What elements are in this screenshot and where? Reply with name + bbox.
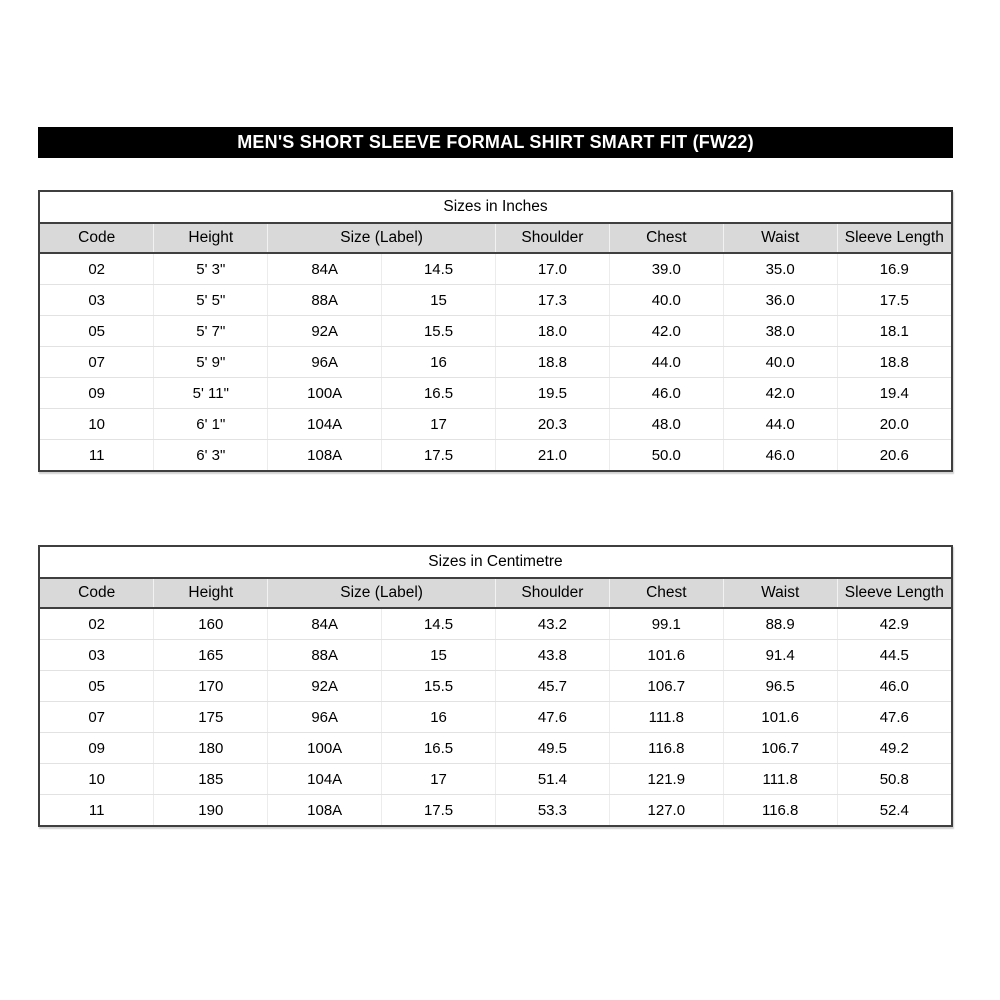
table-cell: 111.8	[723, 764, 837, 795]
table-cell: 46.0	[723, 440, 837, 471]
table-cell: 14.5	[382, 253, 496, 285]
title-banner	[38, 127, 953, 158]
table-cell: 5' 3"	[154, 253, 268, 285]
table-cell: 5' 9"	[154, 347, 268, 378]
table-cell: 02	[40, 253, 154, 285]
table-cell: 165	[154, 640, 268, 671]
table-cell: 44.5	[837, 640, 951, 671]
table-cell: 91.4	[723, 640, 837, 671]
table-cell: 44.0	[723, 409, 837, 440]
column-header-shoulder: Shoulder	[496, 224, 610, 253]
table-cell: 18.8	[496, 347, 610, 378]
table-cell: 50.8	[837, 764, 951, 795]
table-cell: 48.0	[609, 409, 723, 440]
table-cell: 106.7	[723, 733, 837, 764]
table-cell: 100A	[268, 733, 382, 764]
table-cell: 10	[40, 409, 154, 440]
table-cell: 15.5	[382, 671, 496, 702]
table-cell: 16	[382, 702, 496, 733]
column-header-size-label: Size (Label)	[268, 579, 496, 608]
table-row	[40, 440, 951, 471]
table-cell: 10	[40, 764, 154, 795]
column-header-height: Height	[154, 224, 268, 253]
table-row	[40, 378, 951, 409]
table-cell: 47.6	[496, 702, 610, 733]
table-cell: 160	[154, 608, 268, 640]
table-cell: 49.5	[496, 733, 610, 764]
table-cell: 35.0	[723, 253, 837, 285]
column-header-sleeve-length: Sleeve Length	[837, 224, 951, 253]
table-cell: 39.0	[609, 253, 723, 285]
inches-table	[40, 224, 951, 470]
table-cell: 52.4	[837, 795, 951, 826]
table-cell: 09	[40, 378, 154, 409]
column-header-size-label: Size (Label)	[268, 224, 496, 253]
table-cell: 88A	[268, 285, 382, 316]
table-cell: 6' 1"	[154, 409, 268, 440]
column-header-sleeve-length: Sleeve Length	[837, 579, 951, 608]
table-cell: 19.4	[837, 378, 951, 409]
table-cell: 14.5	[382, 608, 496, 640]
table-cell: 40.0	[723, 347, 837, 378]
column-header-code: Code	[40, 579, 154, 608]
table-row	[40, 316, 951, 347]
column-header-height: Height	[154, 579, 268, 608]
table-cell: 46.0	[837, 671, 951, 702]
table-cell: 11	[40, 440, 154, 471]
table-cell: 116.8	[723, 795, 837, 826]
table-cell: 05	[40, 316, 154, 347]
table-cell: 121.9	[609, 764, 723, 795]
table-cell: 17	[382, 764, 496, 795]
column-header-waist: Waist	[723, 224, 837, 253]
table-row	[40, 702, 951, 733]
table-row	[40, 253, 951, 285]
table-cell: 106.7	[609, 671, 723, 702]
table-cell: 18.0	[496, 316, 610, 347]
table-cell: 5' 5"	[154, 285, 268, 316]
table-cell: 96A	[268, 702, 382, 733]
table-cell: 11	[40, 795, 154, 826]
table-cell: 88.9	[723, 608, 837, 640]
table-cell: 18.1	[837, 316, 951, 347]
table-cell: 101.6	[609, 640, 723, 671]
size-table-inches	[38, 190, 953, 472]
table-cell: 42.0	[609, 316, 723, 347]
table-title-centimetre: Sizes in Centimetre	[40, 547, 951, 579]
table-cell: 127.0	[609, 795, 723, 826]
table-cell: 84A	[268, 608, 382, 640]
table-row	[40, 285, 951, 316]
table-cell: 21.0	[496, 440, 610, 471]
table-cell: 116.8	[609, 733, 723, 764]
column-header-chest: Chest	[609, 579, 723, 608]
table-cell: 20.3	[496, 409, 610, 440]
column-header-shoulder: Shoulder	[496, 579, 610, 608]
table-cell: 175	[154, 702, 268, 733]
table-cell: 43.2	[496, 608, 610, 640]
table-cell: 46.0	[609, 378, 723, 409]
table-cell: 15	[382, 640, 496, 671]
table-cell: 5' 7"	[154, 316, 268, 347]
table-row	[40, 347, 951, 378]
table-cell: 16	[382, 347, 496, 378]
table-cell: 19.5	[496, 378, 610, 409]
table-cell: 108A	[268, 795, 382, 826]
table-cell: 42.0	[723, 378, 837, 409]
column-header-code: Code	[40, 224, 154, 253]
table-cell: 50.0	[609, 440, 723, 471]
table-cell: 03	[40, 640, 154, 671]
table-cell: 16.5	[382, 733, 496, 764]
table-cell: 84A	[268, 253, 382, 285]
table-cell: 180	[154, 733, 268, 764]
table-cell: 40.0	[609, 285, 723, 316]
table-cell: 17.5	[837, 285, 951, 316]
table-cell: 100A	[268, 378, 382, 409]
column-header-chest: Chest	[609, 224, 723, 253]
table-cell: 96A	[268, 347, 382, 378]
table-cell: 53.3	[496, 795, 610, 826]
table-cell: 18.8	[837, 347, 951, 378]
header-row	[40, 224, 951, 253]
table-cell: 03	[40, 285, 154, 316]
table-cell: 92A	[268, 316, 382, 347]
table-cell: 99.1	[609, 608, 723, 640]
table-cell: 42.9	[837, 608, 951, 640]
table-cell: 36.0	[723, 285, 837, 316]
table-row	[40, 733, 951, 764]
table-cell: 92A	[268, 671, 382, 702]
size-chart-page	[38, 127, 953, 827]
table-cell: 07	[40, 347, 154, 378]
table-cell: 17.3	[496, 285, 610, 316]
table-cell: 43.8	[496, 640, 610, 671]
centimetre-table	[40, 579, 951, 825]
table-cell: 07	[40, 702, 154, 733]
table-cell: 17	[382, 409, 496, 440]
table-cell: 16.9	[837, 253, 951, 285]
table-row	[40, 764, 951, 795]
table-row	[40, 608, 951, 640]
table-cell: 88A	[268, 640, 382, 671]
table-cell: 108A	[268, 440, 382, 471]
table-cell: 38.0	[723, 316, 837, 347]
table-row	[40, 671, 951, 702]
table-row	[40, 640, 951, 671]
table-row	[40, 795, 951, 826]
table-title-inches: Sizes in Inches	[40, 192, 951, 224]
table-cell: 47.6	[837, 702, 951, 733]
table-cell: 185	[154, 764, 268, 795]
table-cell: 49.2	[837, 733, 951, 764]
table-cell: 5' 11"	[154, 378, 268, 409]
column-header-waist: Waist	[723, 579, 837, 608]
table-cell: 05	[40, 671, 154, 702]
table-cell: 170	[154, 671, 268, 702]
table-cell: 111.8	[609, 702, 723, 733]
table-cell: 101.6	[723, 702, 837, 733]
table-cell: 20.0	[837, 409, 951, 440]
table-cell: 17.0	[496, 253, 610, 285]
table-cell: 45.7	[496, 671, 610, 702]
table-cell: 09	[40, 733, 154, 764]
table-cell: 16.5	[382, 378, 496, 409]
table-cell: 02	[40, 608, 154, 640]
table-cell: 104A	[268, 764, 382, 795]
table-cell: 51.4	[496, 764, 610, 795]
table-cell: 15.5	[382, 316, 496, 347]
table-cell: 15	[382, 285, 496, 316]
table-cell: 20.6	[837, 440, 951, 471]
table-cell: 104A	[268, 409, 382, 440]
size-table-centimetre	[38, 545, 953, 827]
table-cell: 6' 3"	[154, 440, 268, 471]
table-cell: 17.5	[382, 440, 496, 471]
table-cell: 17.5	[382, 795, 496, 826]
header-row	[40, 579, 951, 608]
table-cell: 44.0	[609, 347, 723, 378]
table-row	[40, 409, 951, 440]
table-cell: 96.5	[723, 671, 837, 702]
page-title: MEN'S SHORT SLEEVE FORMAL SHIRT SMART FIT (FW22)	[237, 132, 754, 152]
table-cell: 190	[154, 795, 268, 826]
